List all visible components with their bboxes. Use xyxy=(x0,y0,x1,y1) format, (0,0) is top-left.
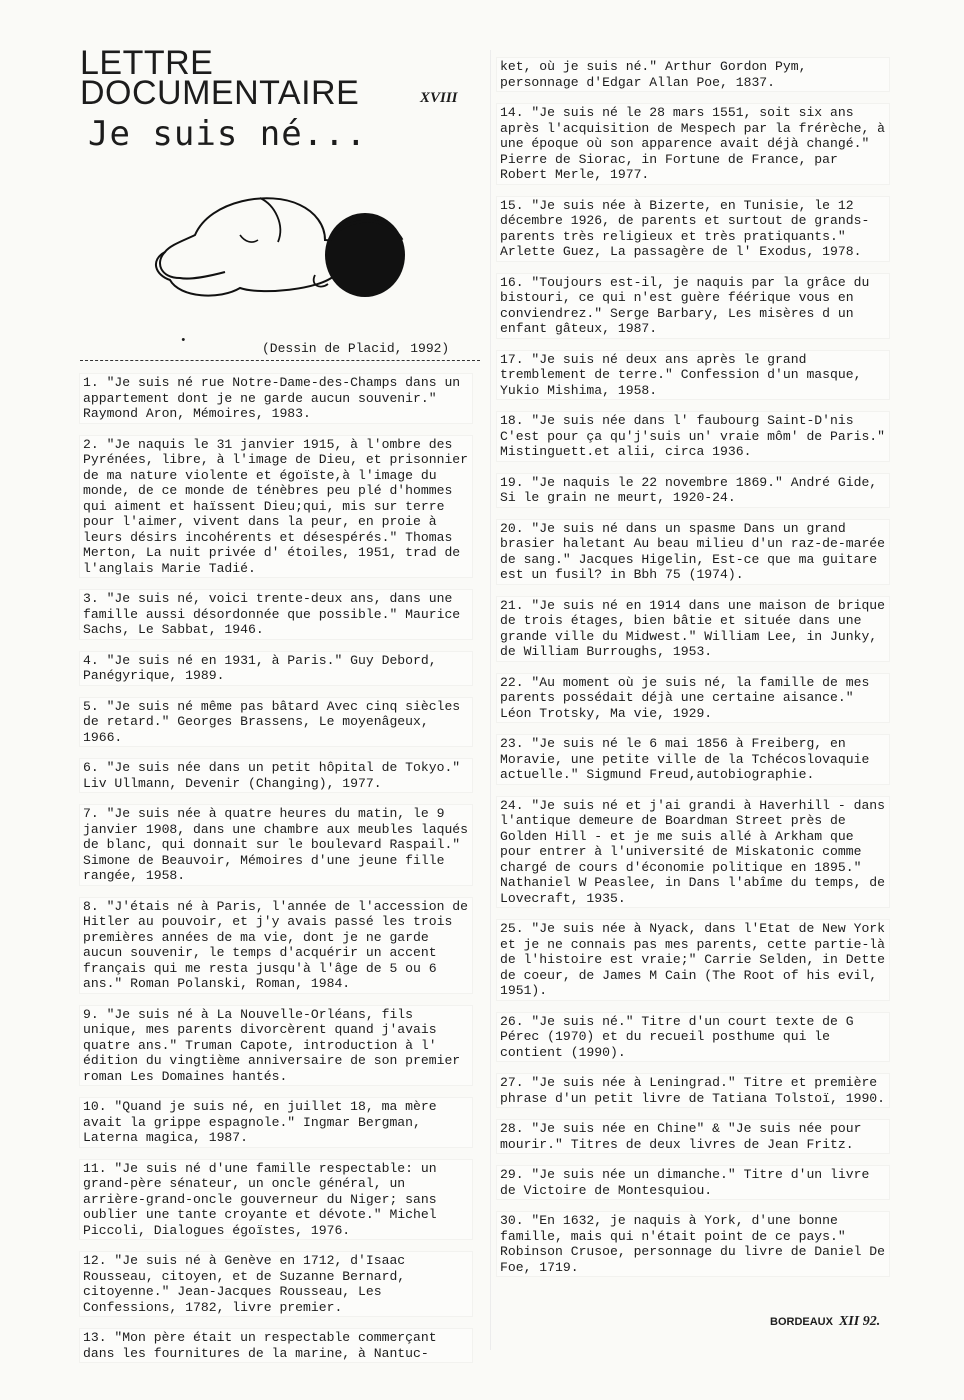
quote-text: 4. "Je suis né en 1931, à Paris." Guy Debord, Panégyrique, 1989. xyxy=(83,652,437,683)
quote-entry xyxy=(80,1160,472,1240)
quote-text: 10. "Quand je suis né, en juillet 18, ma mère avait la grippe espagnole." Ingmar Bergman, Laterna magica, 1987. xyxy=(83,1099,437,1145)
ink-dot: • xyxy=(180,335,187,347)
quote-text: 13. "Mon père était un respectable commerçant dans les fournitures de la marine, à Nantuc- xyxy=(83,1330,437,1361)
quote-entry xyxy=(497,274,889,338)
quote-entry xyxy=(80,698,472,747)
sleeping-baby-drawing xyxy=(140,180,420,320)
quote-text: 17. "Je suis né deux ans après le grand tremblement de terre." Confession d'un masque, Yukio Mishima, 1958. xyxy=(500,351,862,398)
column-divider xyxy=(490,50,491,1350)
quote-text: 29. "Je suis née un dimanche." Titre d'un livre de Victoire de Montesquiou. xyxy=(500,1167,870,1198)
quote-entry xyxy=(497,351,889,400)
quote-entry xyxy=(497,597,889,661)
quote-entry xyxy=(497,1212,889,1276)
quote-text: 9. "Je suis né à La Nouvelle-Orléans, fils unique, mes parents divorcèrent quand j'avais quatre ans." Truman Capote, introduction à l' édition du vingtième anniversaire de son premier roman Les Domaines hantés. xyxy=(83,1006,461,1084)
quote-entry xyxy=(80,1329,472,1362)
quote-entry xyxy=(497,520,889,584)
quote-text: 26. "Je suis né." Titre d'un court texte de G Pérec (1970) et du recueil posthume qui le contient (1990). xyxy=(500,1013,854,1060)
quote-entry xyxy=(497,412,889,461)
quote-text: 20. "Je suis né dans un spasme Dans un grand brasier haletant Au beau milieu d'un raz-de-marée de sang." Jacques Higelin, Est-ce que ma guitare est un fusil? in Bbh 75 (1974). xyxy=(500,520,886,582)
quote-text: 25. "Je suis née à Nyack, dans l'Etat de New York et je ne connais pas mes parents, cette partie-là de l'histoire est vraie;" Carrie Selden, in Dette de coeur, de James M Cain (The Root of his evil, 1951). xyxy=(500,921,886,998)
quote-text: 5. "Je suis né même pas bâtard Avec cinq siècles de retard." Georges Brassens, Le moyenâgeux, 1966. xyxy=(83,698,461,745)
header-line-lettre: LETTRE xyxy=(80,44,214,82)
quote-text: 28. "Je suis née en Chine" & "Je suis née pour mourir." Titres de deux livres de Jean Fritz. xyxy=(500,1121,862,1152)
quote-entry xyxy=(497,735,889,784)
right-column xyxy=(497,58,889,1289)
quote-text: 14. "Je suis né le 28 mars 1551, soit six ans après l'acquisition de Mespech par la frérèche, à une époque où son apparence avait déjà changé." Pierre de Siorac, in Fortune de France, par Robert Merle, 1977. xyxy=(500,105,886,182)
quote-text: 19. "Je naquis le 22 novembre 1869." André Gide, Si le grain ne meurt, 1920-24. xyxy=(500,474,878,505)
quote-text: 21. "Je suis né en 1914 dans une maison de brique de trois étages, bien bâtie et située dans une grande ville du Midwest." William Lee, in Junky, de William Burroughs, 1953. xyxy=(500,597,886,659)
quote-text: 7. "Je suis née à quatre heures du matin, le 9 janvier 1908, dans une chambre aux meubles laqués de blanc, qui donnait sur le boulevard Raspail." Simone de Beauvoir, Mémoires d'une jeune fille rangée, 1958. xyxy=(83,806,469,883)
page-title: Je suis né... xyxy=(88,114,368,154)
quote-entry xyxy=(80,1252,472,1316)
quote-text: 6. "Je suis née dans un petit hôpital de Tokyo." Liv Ullmann, Devenir (Changing), 1977. xyxy=(83,760,461,791)
header-line-documentaire: DOCUMENTAIRE xyxy=(80,74,360,112)
quote-entry xyxy=(80,652,472,685)
quote-entry xyxy=(497,1166,889,1199)
quote-text: 27. "Je suis née à Leningrad." Titre et première phrase d'un petit livre de Tatiana Tolstoï, 1990. xyxy=(500,1075,886,1106)
quote-entry xyxy=(497,1074,889,1107)
quote-text: 8. "J'étais né à Paris, l'année de l'accession de Hitler au pouvoir, et j'y avais passé les trois premières années de ma vie, dont je ne garde aucun souvenir, le temps d'acquérir un accent français qui me resta jusqu'à l'âge de 5 ou 6 ans." Roman Polanski, Roman, 1984. xyxy=(83,898,469,991)
quote-entry xyxy=(497,920,889,1000)
quote-text: 23. "Je suis né le 6 mai 1856 à Freiberg, en Moravie, une petite ville de la Tchécoslovaquie actuelle." Sigmund Freud,autobiographie. xyxy=(500,736,870,782)
quote-text: 3. "Je suis né, voici trente-deux ans, dans une famille aussi désordonnée que possible." Maurice Sachs, Le Sabbat, 1946. xyxy=(83,591,461,637)
quote-entry xyxy=(497,797,889,908)
quote-entry xyxy=(497,104,889,184)
quote-entry xyxy=(497,197,889,261)
quote-text: 22. "Au moment où je suis né, la famille de mes parents possédait déjà une certaine aisance." Léon Trotsky, Ma vie, 1929. xyxy=(500,674,870,721)
quote-text: 12. "Je suis né à Genève en 1712, d'Isaac Rousseau, citoyen, et de Suzanne Bernard, citoyenne." Jean-Jacques Rousseau, Les Confessions, 1782, livre premier. xyxy=(83,1253,406,1315)
quote-entry xyxy=(497,1120,889,1153)
quote-text: 16. "Toujours est-il, je naquis par la grâce du bistouri, ce qui n'est guère féérique vous en conviendrez." Serge Barbary, Les misères d un enfant gâteux, 1987. xyxy=(500,274,870,336)
quote-text: 30. "En 1632, je naquis à York, d'une bonne famille, mais qui n'était point de ce pays." Robinson Crusoe, personnage du livre de Daniel De Foe, 1719. xyxy=(500,1213,886,1275)
dashed-divider xyxy=(80,360,480,361)
place-date-stamp xyxy=(770,1314,880,1330)
quote-entry xyxy=(497,58,889,91)
quote-entry xyxy=(497,1013,889,1062)
quote-entry xyxy=(80,805,472,885)
quote-entry xyxy=(80,898,472,993)
quote-entry xyxy=(497,674,889,723)
quote-entry xyxy=(80,1006,472,1086)
quote-entry xyxy=(80,374,472,423)
quote-text: 11. "Je suis né d'une famille respectable: un grand-père sénateur, un oncle général, un arrière-grand-oncle gouverneur du Niger; sans oublier une tante croyante et dévote." Michel Piccoli, Dialogues égoïstes, 1976. xyxy=(83,1160,437,1238)
left-column xyxy=(80,374,472,1375)
stamp-date: XII 92. xyxy=(838,1314,881,1329)
issue-number: XVIII xyxy=(420,90,458,106)
quote-entry xyxy=(80,759,472,792)
quote-entry xyxy=(80,590,472,639)
quote-text: 1. "Je suis né rue Notre-Dame-des-Champs dans un appartement dont je ne garde aucun souvenir." Raymond Aron, Mémoires, 1983. xyxy=(83,375,461,421)
quote-entry xyxy=(80,436,472,578)
quote-entry xyxy=(80,1098,472,1147)
stamp-city: BORDEAUX xyxy=(770,1316,833,1328)
quote-text: 18. "Je suis née dans l' faubourg Saint-D'nis C'est pour ça qu'j'suis un' vraie môm' de Paris." Mistinguett.et alii, circa 1936. xyxy=(500,413,886,459)
quote-entry xyxy=(497,474,889,507)
quote-text: 15. "Je suis née à Bizerte, en Tunisie, le 12 décembre 1926, de parents et surtout de grands-parents très religieux et très pratiquants." Arlette Guez, La passagère de l' Exodus, 1978. xyxy=(500,197,870,259)
quote-text: ket, où je suis né." Arthur Gordon Pym, personnage d'Edgar Allan Poe, 1837. xyxy=(500,59,807,90)
quote-text: 2. "Je naquis le 31 janvier 1915, à l'ombre des Pyrénées, libre, à l'image de Dieu, et prisonnier de ma nature violente et égoïste,à l'image du monde, de ce monde de ténèbres peu plé d'hommes qui aiment et haïssent Dieu;qui, mis sur terre pour l'aimer, vivent dans la peur, en proie à leurs désirs incohérents et désespérés." Thomas Merton, La nuit privée d' étoiles, 1951, trad de l'anglais Marie Tadié. xyxy=(83,436,469,576)
drawing-caption: (Dessin de Placid, 1992) xyxy=(262,341,450,356)
quote-text: 24. "Je suis né et j'ai grandi à Haverhill - dans l'antique demeure de Boardman Street près de Golden Hill - et je me suis allé à Arkham que pour entrer à l'université de Miskatonic comme chargé de cours d'économie politique en 1895." Nathaniel W Peaslee, in Dans l'abîme du temps, de Lovecraft, 1935. xyxy=(500,797,886,906)
